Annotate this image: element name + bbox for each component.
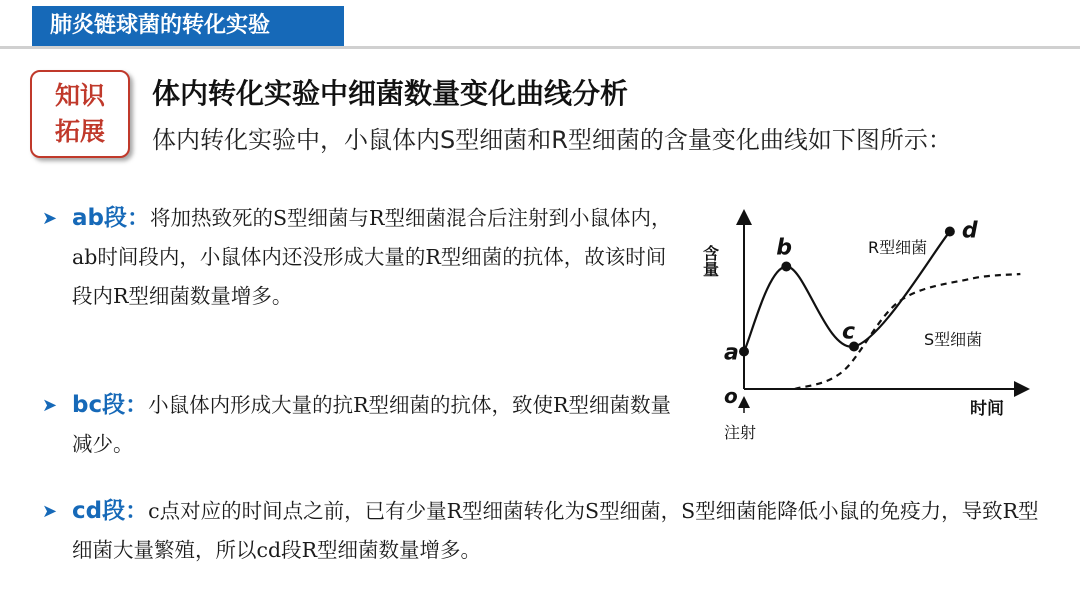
point-text: 将加热致死的S型细菌与R型细菌混合后注射到小鼠体内，ab时间段内，小鼠体内还没形成大量的R型细菌的抗体，故该时间段内R型细菌数量增多。: [72, 206, 672, 308]
badge-line-1: 知识: [54, 81, 105, 110]
point-b-label: b: [776, 235, 793, 261]
point-a-marker: [739, 347, 749, 357]
point-text: 小鼠体内形成大量的抗R型细菌的抗体，致使R型细菌数量减少。: [72, 393, 671, 456]
slide-heading: 体内转化实验中细菌数量变化曲线分析: [152, 77, 629, 110]
intro-text: 体内转化实验中，小鼠体内S型细菌和R型细菌的含量变化曲线如下图所示：: [152, 126, 952, 154]
badge-line-2: 拓展: [54, 117, 105, 146]
x-axis-label: 时间: [970, 399, 1004, 419]
point-c-label: c: [841, 319, 856, 345]
point-cd: [42, 492, 1057, 570]
point-text: c点对应的时间点之前，已有少量R型细菌转化为S型细菌，S型细菌能降低小鼠的免疫力，导致R型细菌大量繁殖，所以cd段R型细菌数量增多。: [72, 499, 1039, 562]
injection-label: 注射: [724, 423, 757, 442]
arrow-bullet-icon: ➤: [42, 208, 58, 229]
knowledge-badge: [30, 70, 130, 158]
bacteria-count-chart: [700, 205, 1040, 455]
origin-label: o: [724, 384, 738, 408]
point-label: cd段：: [72, 498, 149, 524]
point-label: bc段：: [72, 392, 149, 418]
series-label-s: S型细菌: [924, 330, 983, 349]
point-bc: [42, 386, 672, 464]
point-label: ab段：: [72, 205, 150, 231]
y-axis-label: 含量: [700, 245, 720, 277]
point-b-marker: [781, 262, 791, 272]
series-label-r: R型细菌: [868, 238, 928, 257]
arrow-bullet-icon: ➤: [42, 395, 58, 416]
section-title: 肺炎链球菌的转化实验: [32, 6, 344, 46]
point-ab: [42, 199, 672, 316]
point-d-label: d: [961, 218, 978, 244]
point-a-label: a: [724, 340, 739, 366]
header-divider: [0, 46, 1080, 49]
point-d-marker: [945, 227, 955, 237]
arrow-bullet-icon: ➤: [42, 501, 58, 522]
